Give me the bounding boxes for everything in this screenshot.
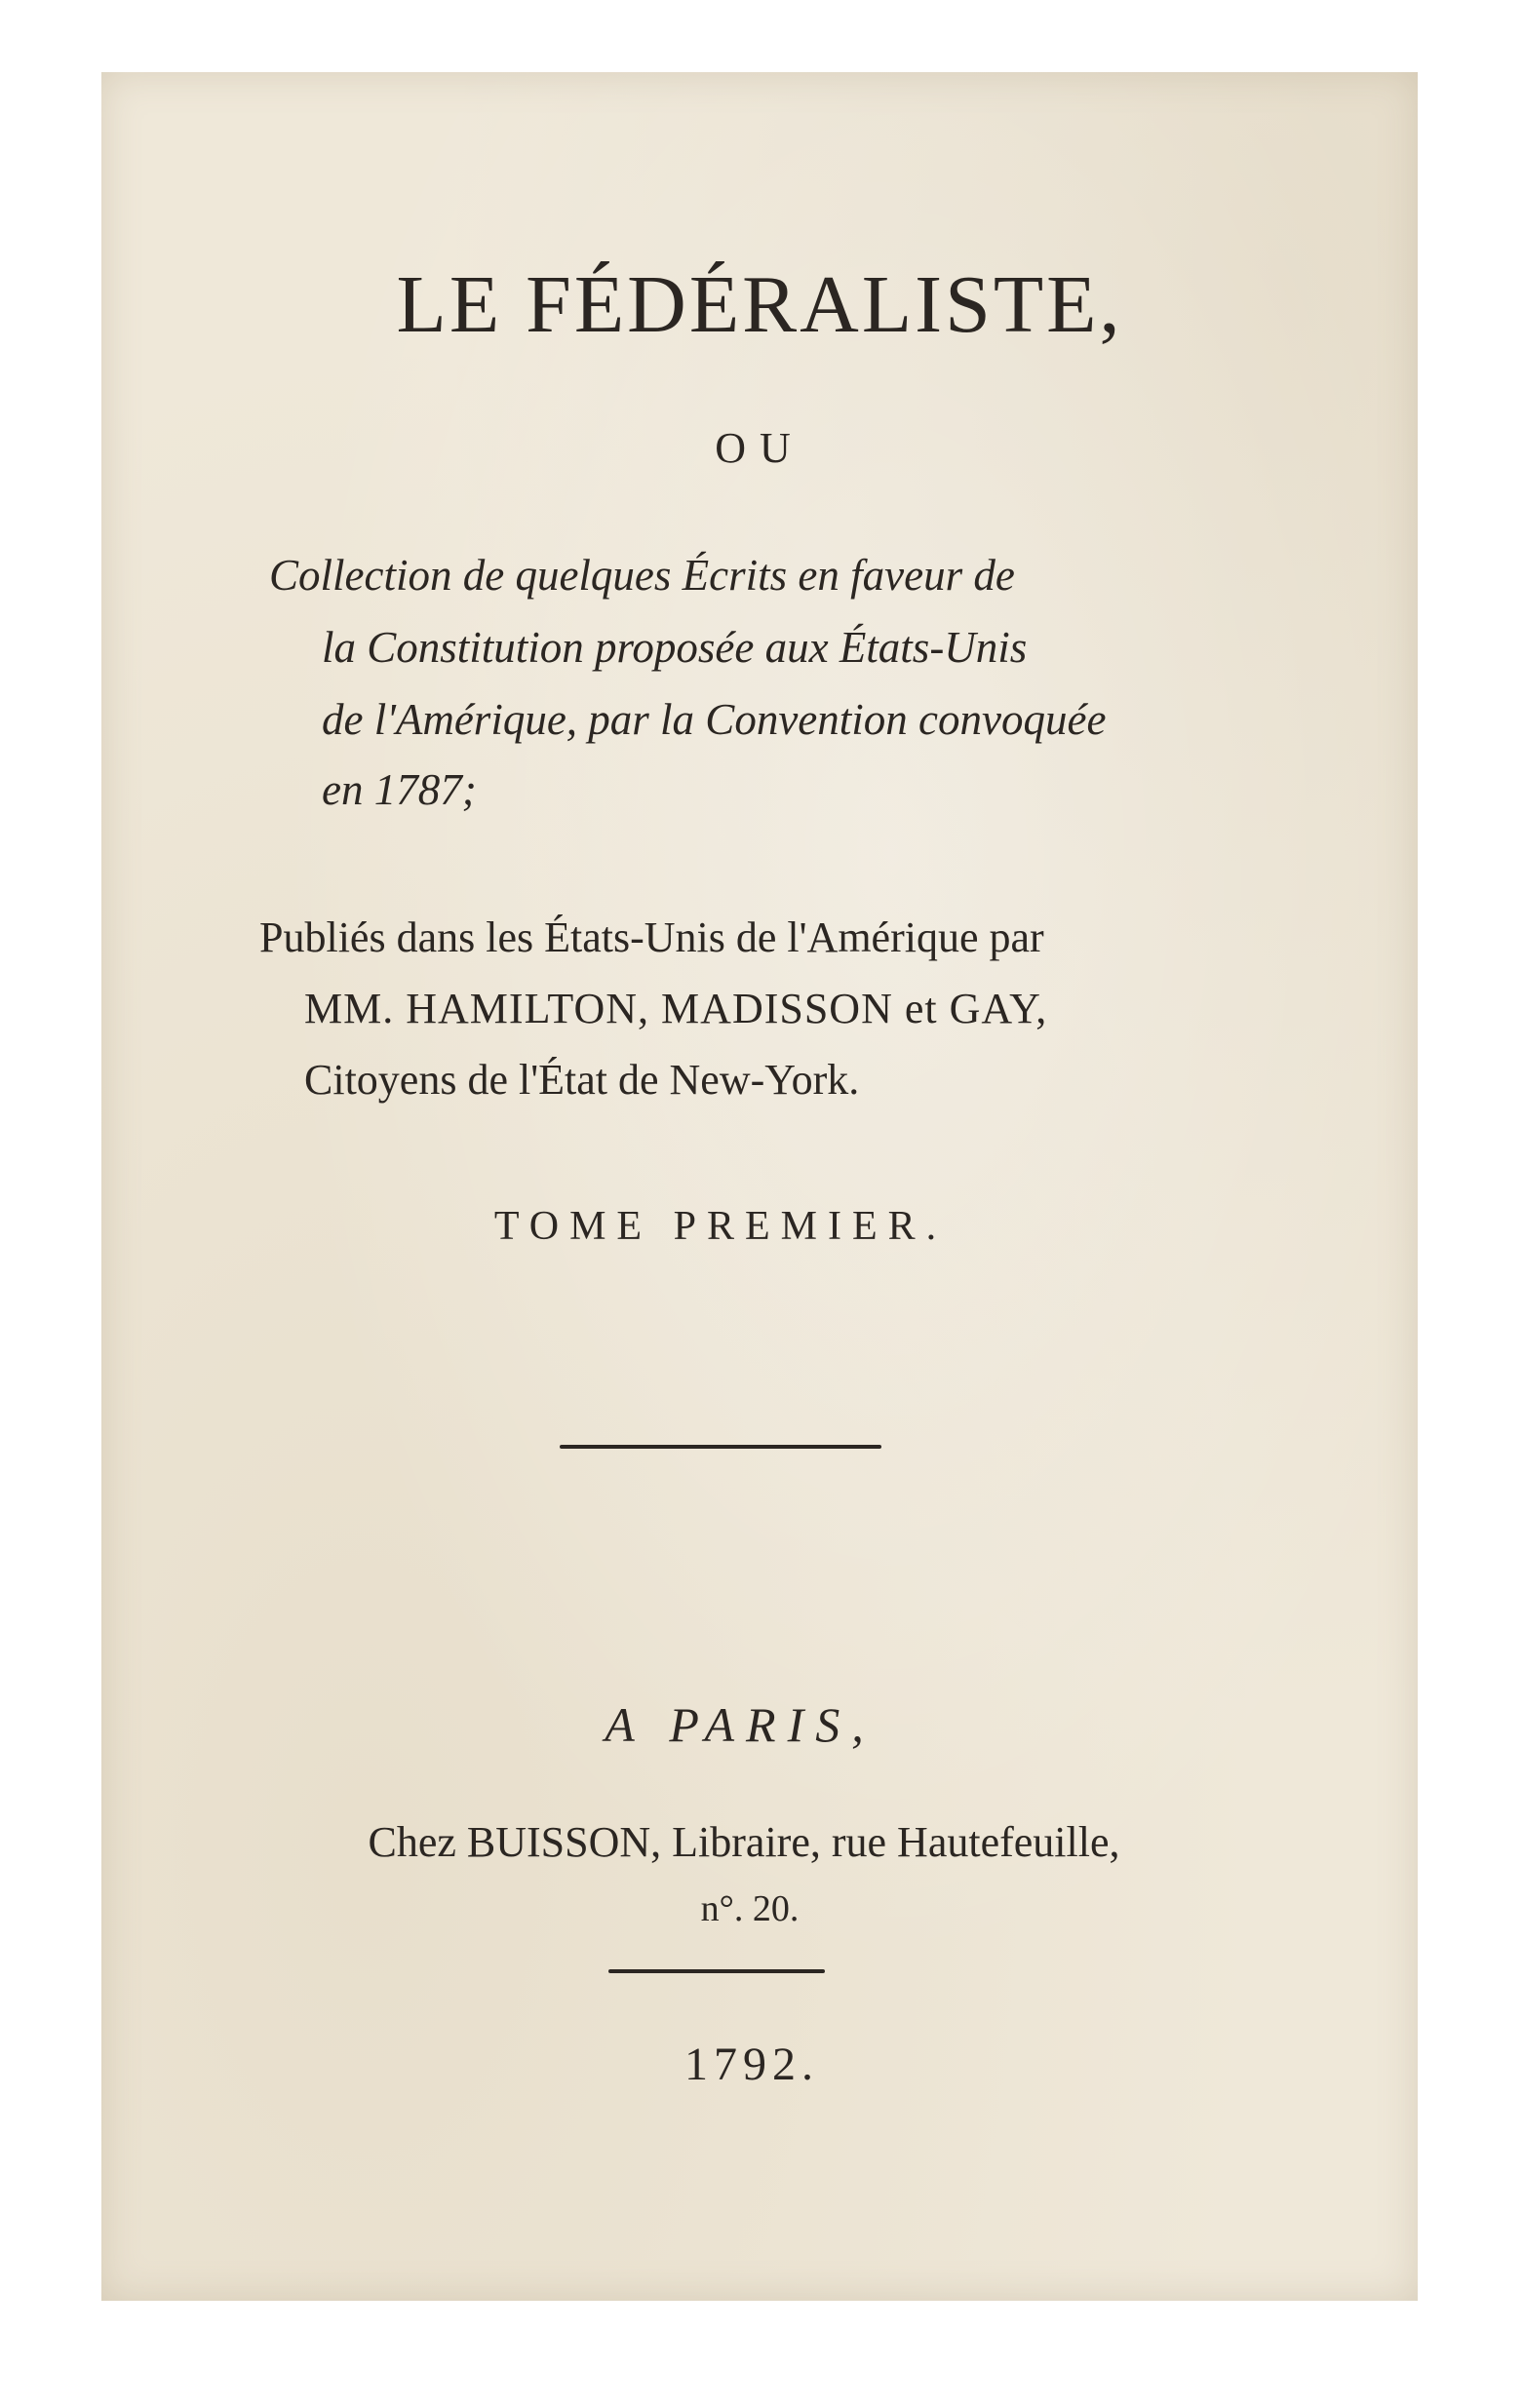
title-page [101,72,1418,2301]
subtitle-line-4: en 1787; [322,765,477,814]
imprint-year: 1792. [684,2039,819,2090]
divider-rule [560,1445,881,1449]
subtitle-line-2: la Constitution proposée aux États-Unis [322,623,1028,672]
imprint-number: n°. 20. [700,1888,800,1929]
conjunction-ou: OU [715,424,804,472]
divider-rule-lower [608,1969,825,1973]
citizens-line: Citoyens de l'État de New-York. [304,1056,860,1104]
imprint-publisher: Chez BUISSON, Libraire, rue Hautefeuille, [368,1818,1120,1866]
subtitle-line-3: de l'Amérique, par la Convention convoquée [322,695,1107,744]
subtitle-line-1: Collection de quelques Écrits en faveur de [269,551,1015,600]
volume-label: TOME PREMIER. [493,1204,948,1249]
published-line-1: Publiés dans les États-Unis de l'Amérique par [259,913,1044,961]
book-title: LE FÉDÉRALISTE, [396,259,1123,350]
authors-line: MM. HAMILTON, MADISSON et GAY, [304,985,1048,1032]
imprint-city: A PARIS, [605,1697,876,1752]
